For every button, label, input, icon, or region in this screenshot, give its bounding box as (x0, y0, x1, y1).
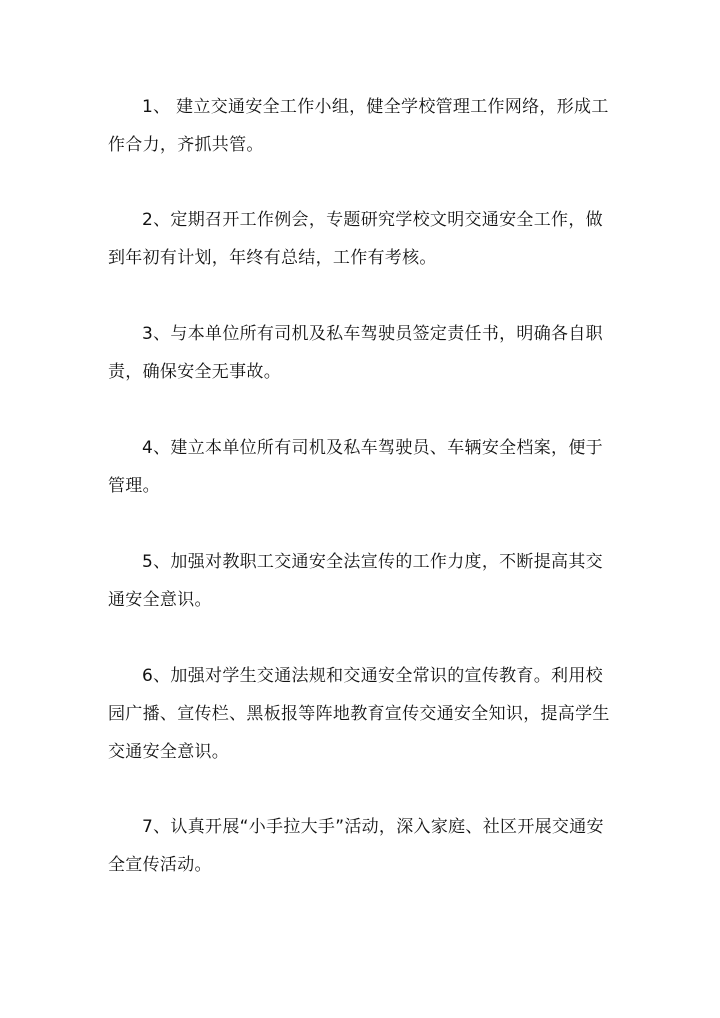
paragraph-4: 4、建立本单位所有司机及私车驾驶员、车辆安全档案，便于管理。 (108, 438, 603, 496)
paragraph-6: 6、加强对学生交通法规和交通安全常识的宣传教育。利用校园广播、宣传栏、黑板报等阵地教育宣传交通安全知识，提高学生交通安全意识。 (108, 666, 610, 762)
paragraph-2: 2、定期召开工作例会，专题研究学校文明交通安全工作，做到年初有计划，年终有总结，工作有考核。 (108, 210, 603, 268)
paragraph-5: 5、加强对教职工交通安全法宣传的工作力度，不断提高其交通安全意识。 (108, 552, 603, 610)
paragraph-3: 3、与本单位所有司机及私车驾驶员签定责任书，明确各自职责，确保安全无事故。 (108, 324, 603, 382)
paragraph-1: 1、 建立交通安全工作小组，健全学校管理工作网络，形成工作合力，齐抓共管。 (108, 97, 609, 155)
paragraph-7: 7、认真开展“小手拉大手”活动，深入家庭、社区开展交通安全宣传活动。 (108, 817, 604, 875)
